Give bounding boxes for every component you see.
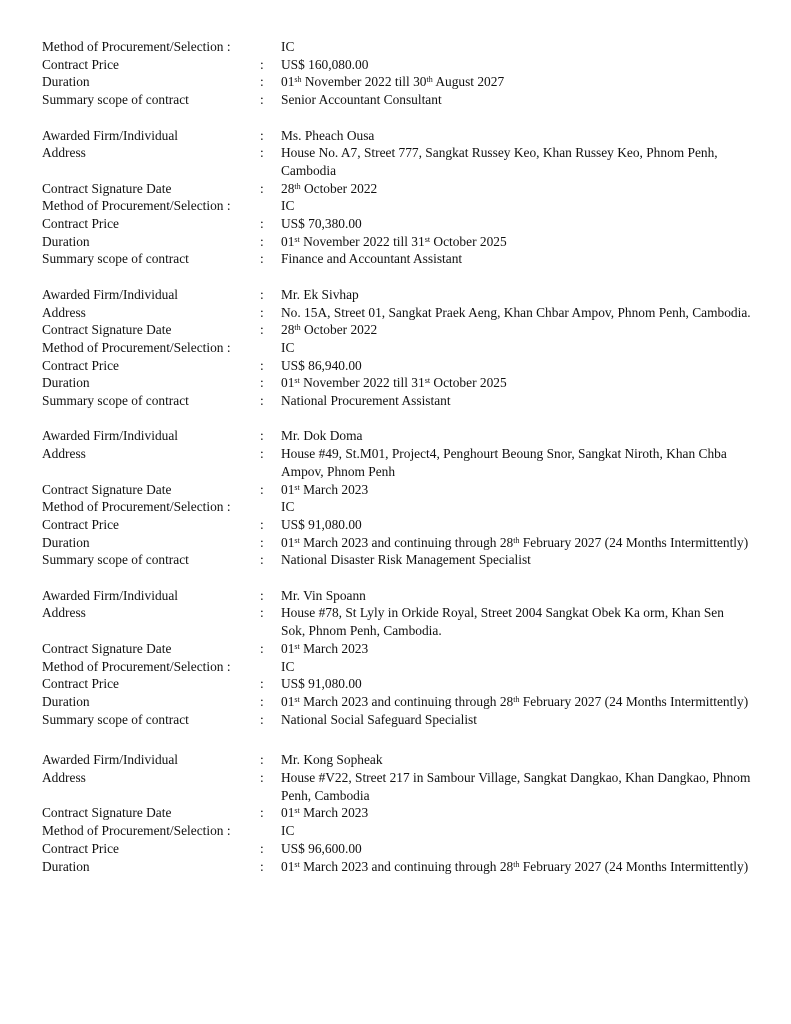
method-row xyxy=(42,197,791,215)
method-label: Method of Procurement/Selection : xyxy=(42,339,231,355)
method-value: IC xyxy=(281,339,295,355)
method-label: Method of Procurement/Selection : xyxy=(42,499,231,515)
address-label: Address xyxy=(42,145,86,161)
price-value: US$ 96,600.00 xyxy=(281,840,362,856)
duration-row xyxy=(42,233,791,251)
method-label: Method of Procurement/Selection : xyxy=(42,198,231,214)
method-row xyxy=(42,38,791,56)
awarded-value: Mr. Dok Doma xyxy=(281,428,363,444)
scope-label: Summary scope of contract xyxy=(42,92,189,108)
signature-date-label: Contract Signature Date xyxy=(42,481,172,497)
price-label: Contract Price xyxy=(42,676,119,692)
date-text: 01 xyxy=(281,375,295,391)
price-label: Contract Price xyxy=(42,216,119,232)
method-value: IC xyxy=(281,198,295,214)
ordinal-suffix: st xyxy=(424,376,431,386)
contract-record xyxy=(42,587,791,729)
ordinal-suffix: sh xyxy=(294,75,302,85)
ordinal-suffix: st xyxy=(294,482,300,492)
method-row xyxy=(42,822,791,840)
date-text: March 2023 xyxy=(299,640,369,656)
contract-record xyxy=(42,751,791,875)
colon: : xyxy=(260,516,264,532)
signature-date-value xyxy=(281,321,751,339)
scope-value: Senior Accountant Consultant xyxy=(281,92,442,108)
date-text: March 2023 and continuing through 28 xyxy=(299,693,514,709)
awarded-label: Awarded Firm/Individual xyxy=(42,428,178,444)
date-text: March 2023 and continuing through 28 xyxy=(299,858,514,874)
duration-value xyxy=(281,693,751,711)
signature-date-value xyxy=(281,640,751,658)
address-value: No. 15A, Street 01, Sangkat Praek Aeng, Khan Chbar Ampov, Phnom Penh, Cambodia. xyxy=(281,304,751,320)
ordinal-suffix: th xyxy=(513,694,520,704)
date-text: 01 xyxy=(281,858,295,874)
price-value: US$ 70,380.00 xyxy=(281,216,362,232)
scope-label: Summary scope of contract xyxy=(42,711,189,727)
awarded-value: Ms. Pheach Ousa xyxy=(281,127,375,143)
address-row xyxy=(42,445,791,480)
colon: : xyxy=(260,481,264,497)
duration-value xyxy=(281,233,751,251)
price-row xyxy=(42,56,791,74)
date-text: 01 xyxy=(281,640,295,656)
awarded-label: Awarded Firm/Individual xyxy=(42,752,178,768)
colon: : xyxy=(260,640,264,656)
duration-label: Duration xyxy=(42,534,90,550)
date-text: March 2023 and continuing through 28 xyxy=(299,534,514,550)
colon: : xyxy=(260,752,264,768)
signature-date-value xyxy=(281,180,751,198)
date-text: 28 xyxy=(281,322,295,338)
colon: : xyxy=(260,693,264,709)
colon: : xyxy=(260,322,264,338)
duration-label: Duration xyxy=(42,858,90,874)
address-value: House #49, St.M01, Project4, Penghourt Beoung Snor, Sangkat Niroth, Khan Chba Ampov, Phnom Penh xyxy=(281,446,727,479)
ordinal-suffix: th xyxy=(513,859,520,869)
price-label: Contract Price xyxy=(42,357,119,373)
awarded-value: Mr. Vin Spoann xyxy=(281,587,366,603)
method-label: Method of Procurement/Selection : xyxy=(42,39,231,54)
scope-row xyxy=(42,91,791,109)
duration-value xyxy=(281,374,751,392)
awarded-row xyxy=(42,286,791,304)
duration-row xyxy=(42,73,791,91)
date-text: October 2025 xyxy=(430,375,507,391)
awarded-row xyxy=(42,427,791,445)
date-text: November 2022 till 31 xyxy=(299,375,425,391)
colon: : xyxy=(260,286,264,302)
scope-value: National Social Safeguard Specialist xyxy=(281,711,477,727)
duration-row xyxy=(42,858,791,876)
duration-label: Duration xyxy=(42,693,90,709)
date-text: 01 xyxy=(281,805,295,821)
colon: : xyxy=(260,770,264,786)
colon: : xyxy=(260,357,264,373)
date-text: November 2022 till 31 xyxy=(299,233,425,249)
ordinal-suffix: st xyxy=(294,234,300,244)
address-label: Address xyxy=(42,770,86,786)
signature-date-row xyxy=(42,180,791,198)
scope-row xyxy=(42,392,791,410)
scope-value: National Disaster Risk Management Specialist xyxy=(281,552,531,568)
date-text: February 2027 (24 Months Intermittently) xyxy=(519,534,749,550)
date-text: 01 xyxy=(281,74,295,90)
contract-record xyxy=(42,286,791,410)
signature-date-label: Contract Signature Date xyxy=(42,805,172,821)
ordinal-suffix: th xyxy=(513,535,520,545)
awarded-row xyxy=(42,751,791,769)
colon: : xyxy=(260,534,264,550)
date-text: February 2027 (24 Months Intermittently) xyxy=(519,858,749,874)
address-label: Address xyxy=(42,304,86,320)
scope-row xyxy=(42,711,791,729)
price-value: US$ 91,080.00 xyxy=(281,676,362,692)
ordinal-suffix: st xyxy=(424,234,431,244)
date-text: 01 xyxy=(281,534,295,550)
address-row xyxy=(42,144,791,179)
price-row xyxy=(42,357,791,375)
scope-row xyxy=(42,250,791,268)
price-label: Contract Price xyxy=(42,56,119,72)
date-text: March 2023 xyxy=(299,481,369,497)
date-text: October 2022 xyxy=(300,322,378,338)
price-row xyxy=(42,215,791,233)
signature-date-row xyxy=(42,321,791,339)
address-value: House No. A7, Street 777, Sangkat Russey Keo, Khan Russey Keo, Phnom Penh, Cambodia xyxy=(281,145,718,178)
address-label: Address xyxy=(42,605,86,621)
date-text: March 2023 xyxy=(299,805,369,821)
colon: : xyxy=(260,711,264,727)
address-row xyxy=(42,769,791,804)
date-text: October 2025 xyxy=(430,233,507,249)
signature-date-row xyxy=(42,481,791,499)
ordinal-suffix: st xyxy=(294,535,300,545)
colon: : xyxy=(260,446,264,462)
colon: : xyxy=(260,393,264,409)
price-label: Contract Price xyxy=(42,840,119,856)
price-value: US$ 86,940.00 xyxy=(281,357,362,373)
price-row xyxy=(42,840,791,858)
awarded-value: Mr. Ek Sivhap xyxy=(281,286,359,302)
price-row xyxy=(42,516,791,534)
price-value: US$ 91,080.00 xyxy=(281,516,362,532)
colon: : xyxy=(260,145,264,161)
signature-date-label: Contract Signature Date xyxy=(42,322,172,338)
colon: : xyxy=(260,840,264,856)
colon: : xyxy=(260,587,264,603)
signature-date-value xyxy=(281,481,751,499)
colon: : xyxy=(260,375,264,391)
method-row xyxy=(42,498,791,516)
contract-record xyxy=(42,127,791,269)
method-value: IC xyxy=(281,658,295,674)
date-text: 01 xyxy=(281,233,295,249)
colon: : xyxy=(260,74,264,90)
ordinal-suffix: st xyxy=(294,376,300,386)
duration-row xyxy=(42,374,791,392)
address-value: House #V22, Street 217 in Sambour Village, Sangkat Dangkao, Khan Dangkao, Phnom Penh, Cambodia xyxy=(281,770,751,803)
signature-date-label: Contract Signature Date xyxy=(42,640,172,656)
colon: : xyxy=(260,304,264,320)
duration-label: Duration xyxy=(42,375,90,391)
ordinal-suffix: st xyxy=(294,806,300,816)
awarded-label: Awarded Firm/Individual xyxy=(42,127,178,143)
ordinal-suffix: th xyxy=(426,75,433,85)
duration-value xyxy=(281,858,751,876)
awarded-label: Awarded Firm/Individual xyxy=(42,286,178,302)
price-value: US$ 160,080.00 xyxy=(281,56,369,72)
ordinal-suffix: st xyxy=(294,859,300,869)
duration-label: Duration xyxy=(42,233,90,249)
price-row xyxy=(42,675,791,693)
date-text: 01 xyxy=(281,481,295,497)
colon: : xyxy=(260,56,264,72)
colon: : xyxy=(260,428,264,444)
date-text: 01 xyxy=(281,693,295,709)
address-row xyxy=(42,304,791,322)
colon: : xyxy=(260,676,264,692)
method-row xyxy=(42,339,791,357)
price-label: Contract Price xyxy=(42,516,119,532)
date-text: November 2022 till 30 xyxy=(301,74,427,90)
colon: : xyxy=(260,552,264,568)
method-value: IC xyxy=(281,39,295,54)
contract-record xyxy=(42,38,791,109)
ordinal-suffix: st xyxy=(294,694,300,704)
scope-value: National Procurement Assistant xyxy=(281,393,451,409)
colon: : xyxy=(260,805,264,821)
date-text: February 2027 (24 Months Intermittently) xyxy=(519,693,749,709)
method-value: IC xyxy=(281,823,295,839)
awarded-label: Awarded Firm/Individual xyxy=(42,587,178,603)
method-row xyxy=(42,658,791,676)
ordinal-suffix: th xyxy=(294,323,301,333)
colon: : xyxy=(260,605,264,621)
awarded-row xyxy=(42,587,791,605)
address-value: House #78, St Lyly in Orkide Royal, Street 2004 Sangkat Obek Ka orm, Khan Sen Sok, Phnom Penh, Cambodia. xyxy=(281,605,724,639)
method-value: IC xyxy=(281,499,295,515)
colon: : xyxy=(260,233,264,249)
method-label: Method of Procurement/Selection : xyxy=(42,823,231,839)
duration-row xyxy=(42,534,791,552)
scope-value: Finance and Accountant Assistant xyxy=(281,251,463,267)
scope-row xyxy=(42,551,791,569)
colon: : xyxy=(260,92,264,108)
duration-label: Duration xyxy=(42,74,90,90)
awarded-row xyxy=(42,127,791,145)
colon: : xyxy=(260,858,264,874)
awarded-value: Mr. Kong Sopheak xyxy=(281,752,383,768)
date-text: October 2022 xyxy=(300,180,378,196)
scope-label: Summary scope of contract xyxy=(42,552,189,568)
signature-date-label: Contract Signature Date xyxy=(42,180,172,196)
ordinal-suffix: st xyxy=(294,641,300,651)
colon: : xyxy=(260,251,264,267)
ordinal-suffix: th xyxy=(294,181,301,191)
date-text: 28 xyxy=(281,180,295,196)
duration-value xyxy=(281,534,751,552)
method-label: Method of Procurement/Selection : xyxy=(42,658,231,674)
signature-date-value xyxy=(281,804,751,822)
scope-label: Summary scope of contract xyxy=(42,251,189,267)
scope-label: Summary scope of contract xyxy=(42,393,189,409)
signature-date-row xyxy=(42,804,791,822)
signature-date-row xyxy=(42,640,791,658)
date-text: August 2027 xyxy=(432,74,505,90)
duration-value xyxy=(281,73,751,91)
duration-row xyxy=(42,693,791,711)
colon: : xyxy=(260,127,264,143)
address-label: Address xyxy=(42,446,86,462)
colon: : xyxy=(260,216,264,232)
contract-record xyxy=(42,427,791,569)
address-row xyxy=(42,604,791,639)
colon: : xyxy=(260,180,264,196)
